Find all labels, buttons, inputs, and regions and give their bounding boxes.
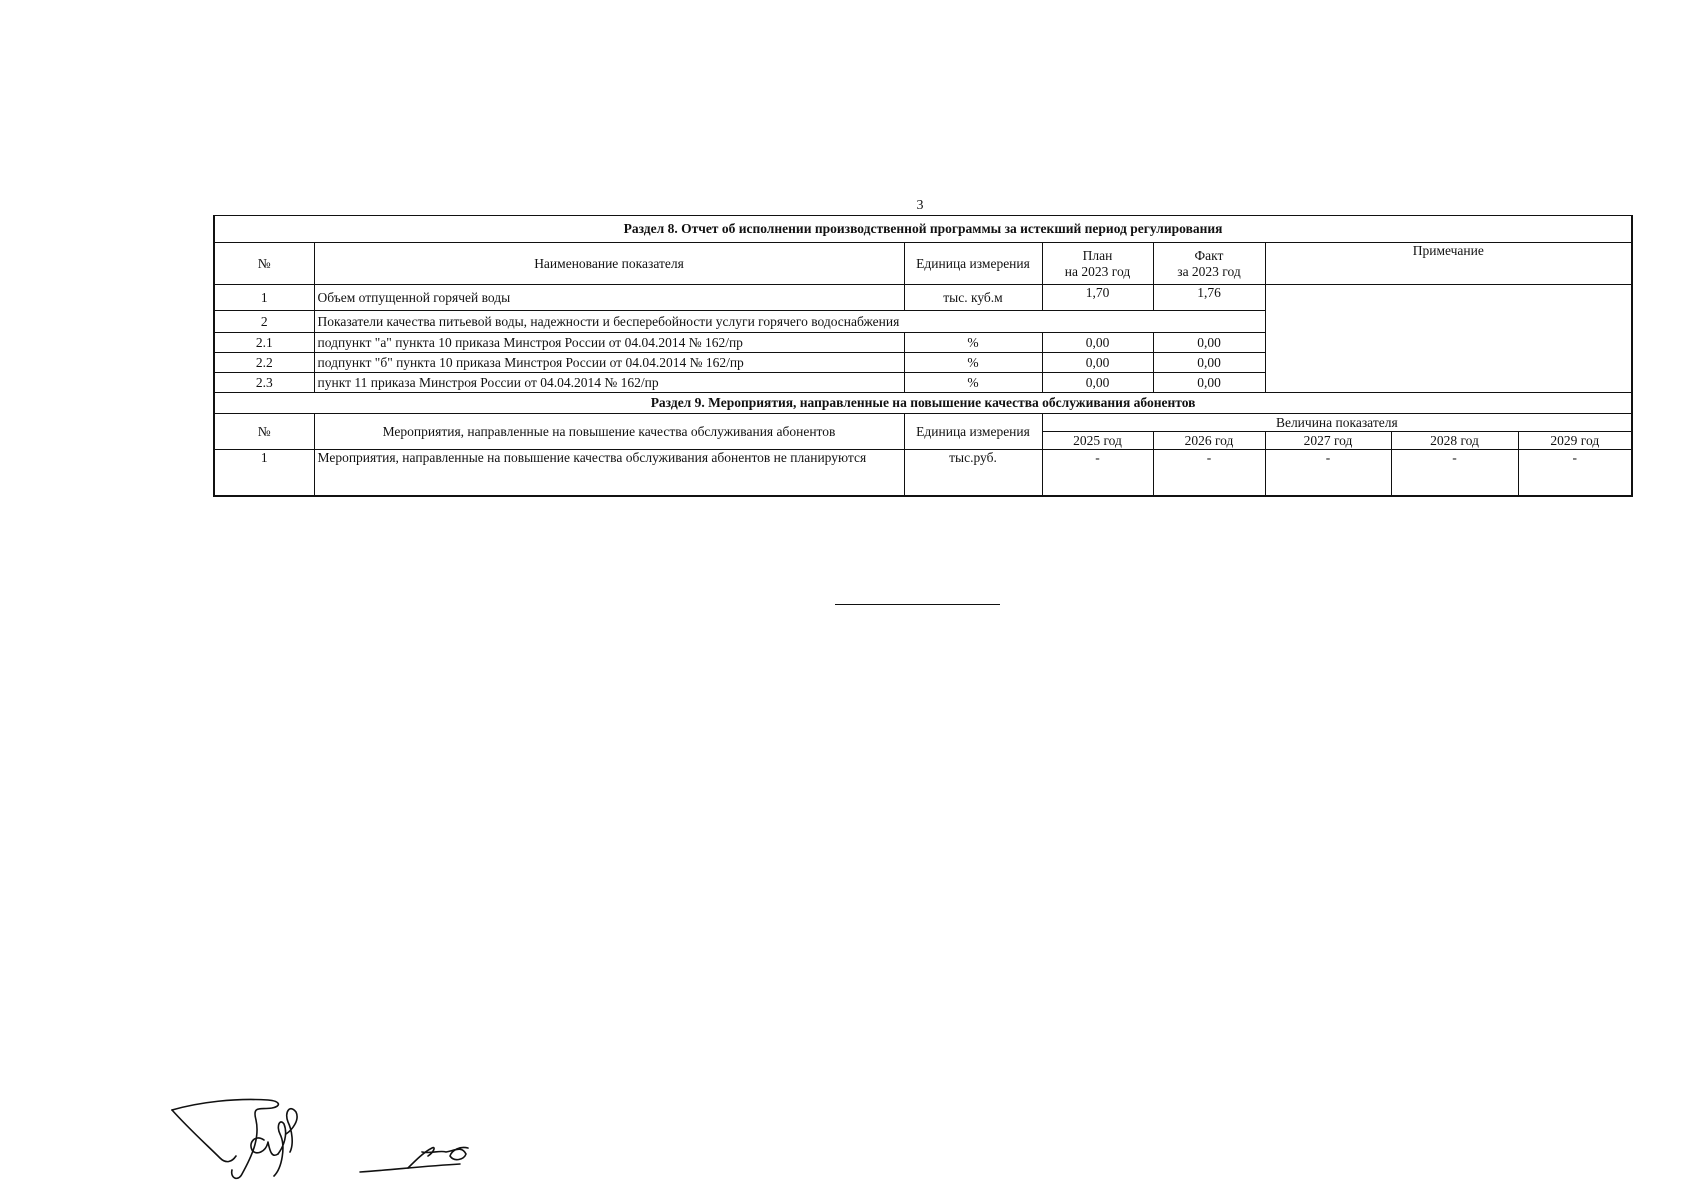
- s9-header-name: Мероприятия, направленные на повышение качества обслуживания абонентов: [314, 414, 904, 450]
- s8-header-plan: [1042, 243, 1153, 285]
- section8-title: Раздел 8. Отчет об исполнении производственной программы за истекший период регулирования: [214, 216, 1632, 243]
- s9-row1-value-2029: -: [1518, 450, 1632, 496]
- s8-row4-unit: %: [904, 353, 1042, 373]
- s8-row5-plan: 0,00: [1042, 373, 1153, 393]
- s8-row5-name: пункт 11 приказа Минстроя России от 04.04.2014 № 162/пр: [314, 373, 904, 393]
- s8-row3-unit: %: [904, 333, 1042, 353]
- s8-row4-fact: 0,00: [1153, 353, 1265, 373]
- s9-header-year-2028: 2028 год: [1391, 432, 1518, 450]
- s9-header-unit: Единица измерения: [904, 414, 1042, 450]
- s9-header-year-2025: 2025 год: [1042, 432, 1153, 450]
- s8-row3-num: 2.1: [214, 333, 314, 353]
- s8-row4-name: подпункт "б" пункта 10 приказа Минстроя России от 04.04.2014 № 162/пр: [314, 353, 904, 373]
- s8-header-fact-line1: Факт: [1194, 247, 1224, 263]
- s8-row1-fact: 1,76: [1153, 285, 1265, 311]
- s9-header-year-2029: 2029 год: [1518, 432, 1632, 450]
- s9-header-num: №: [214, 414, 314, 450]
- s9-row1-unit: тыс.руб.: [904, 450, 1042, 496]
- s8-row2-num: 2: [214, 311, 314, 333]
- s8-row1-name: Объем отпущенной горячей воды: [314, 285, 904, 311]
- s8-row3-name: подпункт "а" пункта 10 приказа Минстроя России от 04.04.2014 № 162/пр: [314, 333, 904, 353]
- s8-row5-num: 2.3: [214, 373, 314, 393]
- s9-row1-name: Мероприятия, направленные на повышение качества обслуживания абонентов не планируются: [314, 450, 904, 496]
- table-row: [214, 450, 1632, 496]
- s8-header-fact: [1153, 243, 1265, 285]
- table-row: [214, 285, 1632, 311]
- s9-header-year-2026: 2026 год: [1153, 432, 1265, 450]
- s8-header-plan-line2: на 2023 год: [1064, 263, 1131, 279]
- s9-row1-value-2026: -: [1153, 450, 1265, 496]
- s8-header-plan-line1: План: [1082, 247, 1113, 263]
- s9-row1-value-2028: -: [1391, 450, 1518, 496]
- report-table: [213, 215, 1633, 497]
- s8-header-num: №: [214, 243, 314, 285]
- s8-row1-plan: 1,70: [1042, 285, 1153, 311]
- s9-header-value-group: Величина показателя: [1042, 414, 1632, 432]
- s8-row4-num: 2.2: [214, 353, 314, 373]
- s8-row5-unit: %: [904, 373, 1042, 393]
- handwritten-signatures: [160, 1090, 500, 1190]
- s9-row1-value-2027: -: [1265, 450, 1391, 496]
- s8-row5-fact: 0,00: [1153, 373, 1265, 393]
- s8-header-note: Примечание: [1265, 243, 1632, 285]
- s8-row1-unit: тыс. куб.м: [904, 285, 1042, 311]
- s8-header-unit: Единица измерения: [904, 243, 1042, 285]
- s8-header-name: Наименование показателя: [314, 243, 904, 285]
- section9-title: Раздел 9. Мероприятия, направленные на повышение качества обслуживания абонентов: [214, 393, 1632, 414]
- s8-row2-name: Показатели качества питьевой воды, надежности и бесперебойности услуги горячего водоснабжения: [314, 311, 1265, 333]
- signature-1: [172, 1099, 297, 1178]
- s8-row3-fact: 0,00: [1153, 333, 1265, 353]
- signature-2: [360, 1147, 468, 1172]
- s9-header-year-2027: 2027 год: [1265, 432, 1391, 450]
- s8-header-fact-line2: за 2023 год: [1177, 263, 1241, 279]
- s9-row1-num: 1: [214, 450, 314, 496]
- s8-row1-num: 1: [214, 285, 314, 311]
- end-separator-line: [835, 604, 1000, 605]
- s8-row4-plan: 0,00: [1042, 353, 1153, 373]
- page-number: 3: [916, 198, 924, 213]
- s8-row3-plan: 0,00: [1042, 333, 1153, 353]
- s9-row1-value-2025: -: [1042, 450, 1153, 496]
- s8-note-cell: [1265, 285, 1632, 393]
